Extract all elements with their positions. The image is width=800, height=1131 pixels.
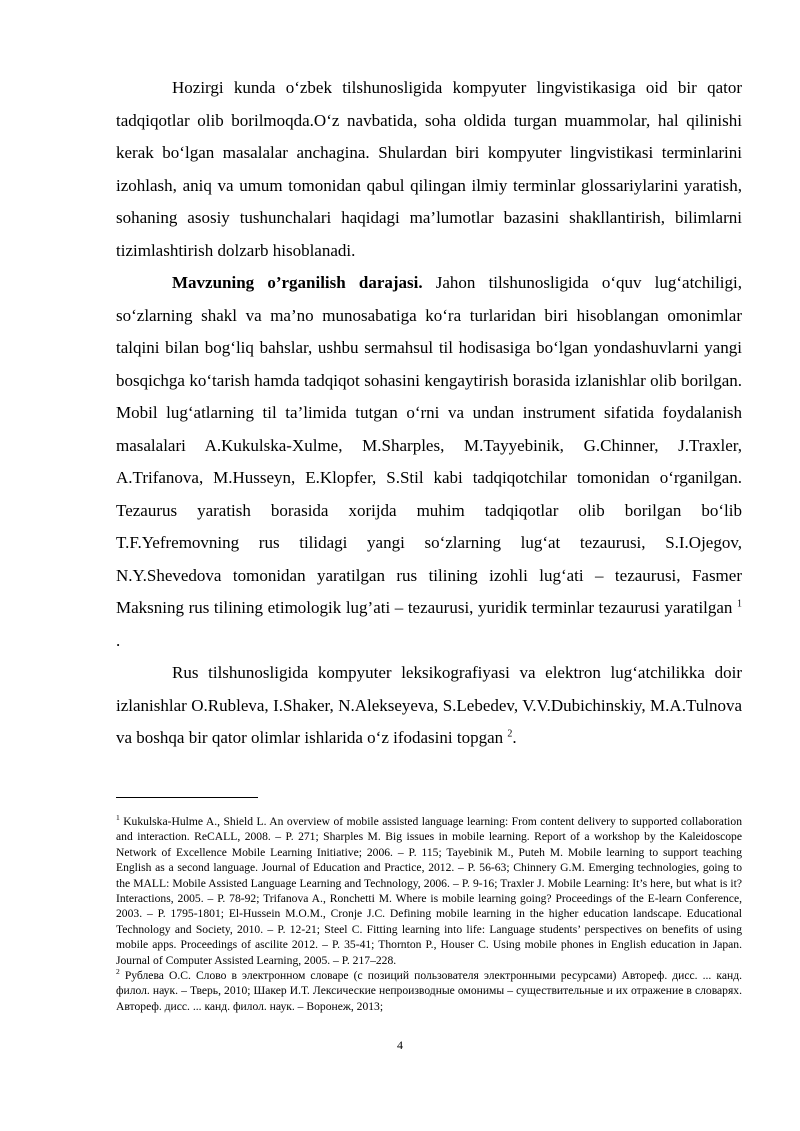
footnote-reference[interactable]: 1 xyxy=(737,598,742,610)
footnote-separator xyxy=(116,797,258,798)
paragraph-text-end: . xyxy=(116,630,121,650)
section-heading: Mavzuning o’rganilish darajasi. xyxy=(172,273,423,292)
paragraph-text: Hozirgi kunda o‘zbek tilshunosligida kompyuter lingvistikasiga oid bir qator tadqiqotlar olib borilmoqda.O‘z navbatida, soha oldida turgan muammolar, hal qilinishi kerak bo‘lgan masalalar anchagina. Shulardan biri kompyuter lingvistikasi terminlarini izohlash, aniq va umum tomonidan qabul qilingan ilmiy terminlar glossariylarini yaratish, sohaning asosiy tushunchalari haqidagi ma’lumotlar bazasini shakllantirish, bilimlarni tizimlashtirish dolzarb hisoblanadi. xyxy=(116,78,742,260)
paragraph-text: Jahon tilshunosligida o‘quv lug‘atchiligi, so‘zlarning shakl va ma’no munosabatiga ko‘ra turlaridan biri hisoblangan omonimlar talqini bilan bog‘liq bahslar, ushbu sermahsul til hodisasiga bo‘lgan yondashuvlarni yangi bosqichga ko‘tarish hamda tadqiqot sohasini kengaytirish borasida izlanishlar olib borilgan. Mobil lug‘atlarning til ta’limida tutgan o‘rni va undan instrument sifatida foydalanish masalalari A.Kukulska-Xulme, M.Sharples, M.Tayyebinik, G.Chinner, J.Traxler, A.Trifanova, M.Husseyn, E.Klopfer, S.Stil kabi tadqiqotchilar tomonidan o‘rganilgan. Tezaurus yaratish borasida xorijda muhim tadqiqotlar olib borilgan bo‘lib T.F.Yefremovning rus tilidagi yangi so‘zlarning lug‘at tezaurusi, S.I.Ojegov, N.Y.Shevedova tomonidan yaratilgan rus tilining izohli lug‘ati – tezaurusi, Fasmer Maksning rus tilining etimologik lug’ati – tezaurusi, yuridik terminlar tezaurusi yaratilgan xyxy=(116,273,742,617)
paragraph-research-level xyxy=(116,267,742,657)
footnote-1 xyxy=(116,814,742,968)
footnote-mark: 2 xyxy=(116,967,120,977)
paragraph-russian-linguistics xyxy=(116,657,742,755)
footnote-reference[interactable]: 2 xyxy=(507,728,513,740)
footnote-mark: 1 xyxy=(116,813,120,823)
main-text xyxy=(116,72,742,755)
footnote-2 xyxy=(116,968,742,1014)
footnote-text: Рублева О.С. Слово в электронном словаре (с позиций пользователя электронными ресурсами) Автореф. дисс. ... канд. филол. наук. – Тверь, 2010; Шакер И.Т. Лексические непроизводные омонимы – существительные и их отражение в словарях. Автореф. дисс. ... канд. филол. наук. – Воронеж, 2013; xyxy=(116,969,742,1013)
paragraph-text: Rus tilshunosligida kompyuter leksikografiyasi va elektron lug‘atchilikka doir izlanishlar O.Rubleva, I.Shaker, N.Alekseyeva, S.Lebedev, V.V.Dubichinskiy, M.A.Tulnova va boshqa bir qator olimlar ishlarida o‘z ifodasini topgan xyxy=(116,663,742,747)
paragraph-intro xyxy=(116,72,742,267)
footnotes xyxy=(116,814,742,1014)
paragraph-text-end: . xyxy=(512,728,517,747)
footnote-text: Kukulska-Hulme A., Shield L. An overview of mobile assisted language learning: From content delivery to supported collaboration and interaction. ReCALL, 2008. – P. 271; Sharples M. Big issues in mobile learning. Report of a workshop by the Kaleidoscope Network of Excellence Mobile Learning Initiative; 2006. – P. 115; Tayebinik M., Puteh M. Mobile learning to support teaching English as a second language. Journal of Education and Practice, 2012. – P. 56-63; Chinnery G.M. Emerging technologies, going to the MALL: Mobile Assisted Language Learning and Technology, 2006. – P. 9-16; Traxler J. Mobile Learning: It’s here, but what is it? Interactions, 2005. – P. 78-92; Trifanova A., Ronchetti M. Where is mobile learning going? Proceedings of the E-learn Conference, 2003. – P. 1795-1801; El-Hussein M.O.M., Cronje J.C. Defining mobile learning in the higher education landscape. Educational Technology and Society, 2010. – P. 12-21; Steel C. Fitting learning into life: Language students’ perspectives on benefits of using mobile apps. Proceedings of ascilite 2012. – P. 35-41; Thornton P., Houser C. Using mobile phones in English education in Japan. Journal of Computer Assisted Learning, 2005. – P. 217–228. xyxy=(116,815,742,967)
page-number: 4 xyxy=(397,1038,403,1052)
